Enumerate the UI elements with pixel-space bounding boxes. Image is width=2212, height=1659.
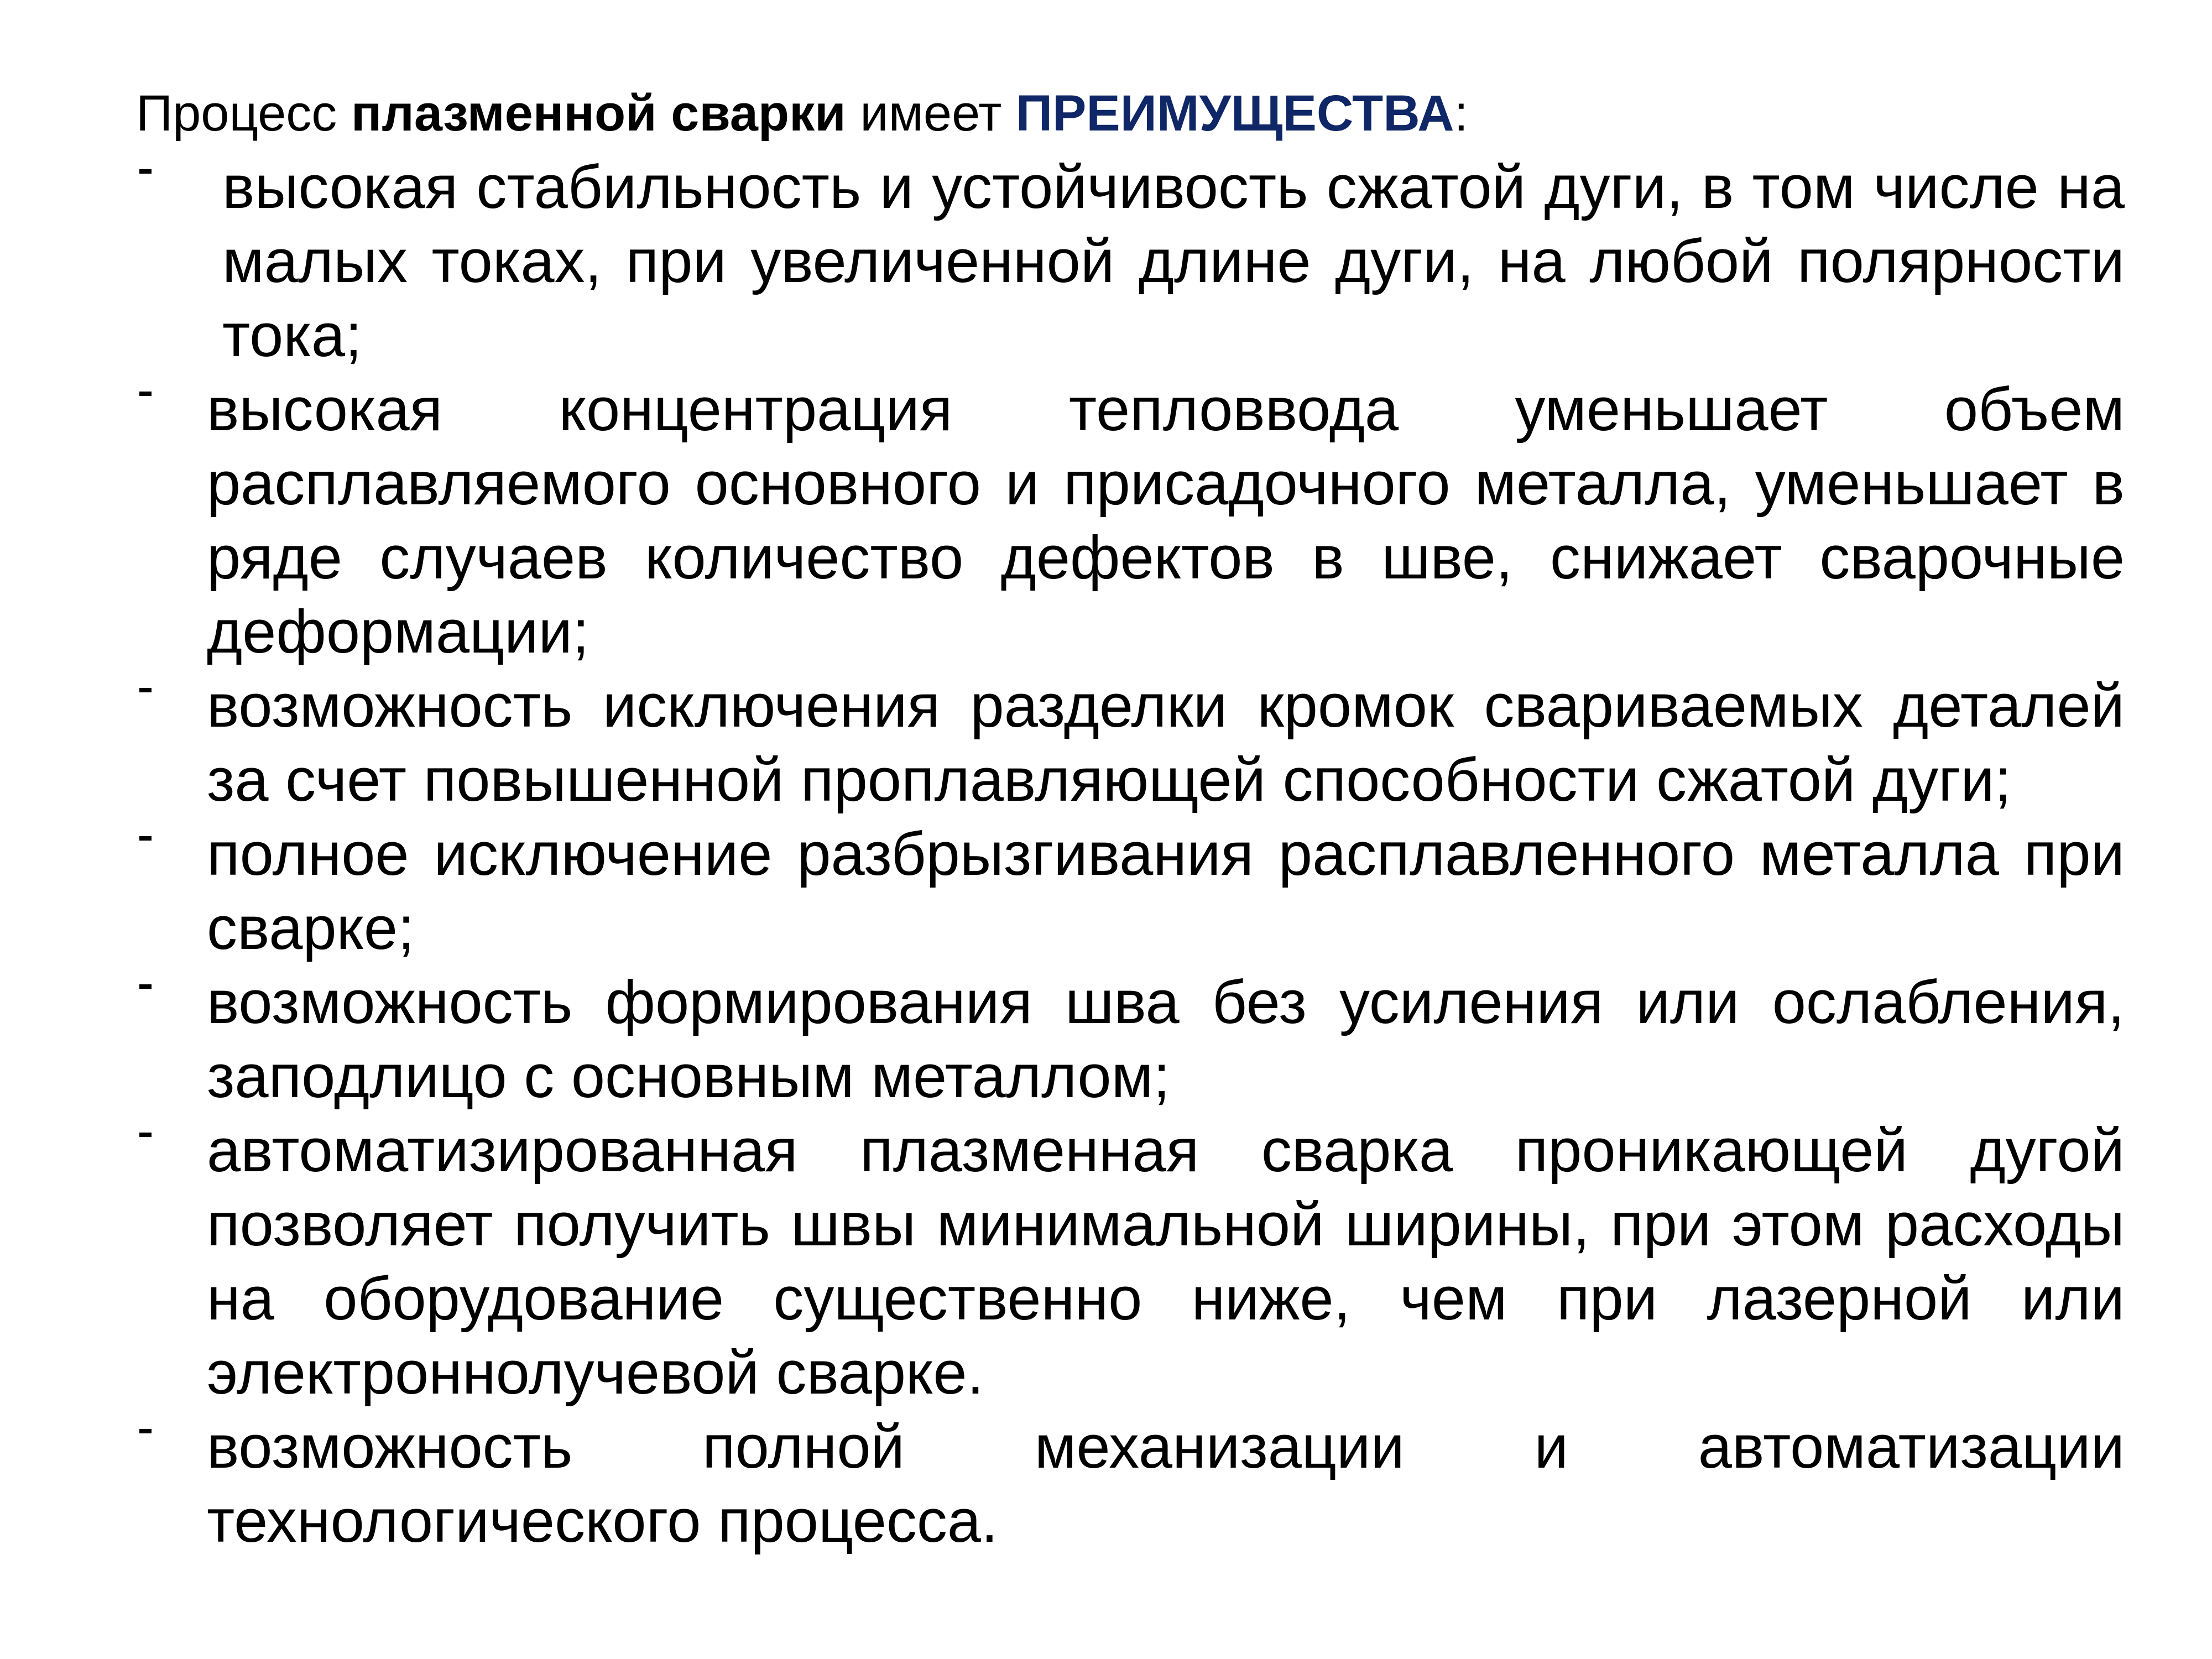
intro-accent-heading: ПРЕИМУЩЕСТВА bbox=[1015, 85, 1454, 142]
intro-prefix: Процесс bbox=[136, 85, 351, 142]
list-item bbox=[136, 966, 2125, 1114]
intro-bold-term: плазменной сварки bbox=[351, 85, 846, 142]
list-item-text: автоматизированная плазменная сварка проникающей дугой позволяет получить швы минимальной ширины, при этом расходы на оборудование существенно ниже, чем при лазерной или электроннолучевой сварке. bbox=[207, 1117, 2125, 1407]
dash-bullet-icon bbox=[136, 150, 158, 189]
dash-bullet-icon bbox=[136, 966, 158, 1004]
list-item-text: возможность исключения разделки кромок свариваемых деталей за счет повышенной проплавляющей способности сжатой дуги; bbox=[207, 672, 2125, 814]
intro-middle: имеет bbox=[846, 85, 1016, 142]
dash-bullet-icon bbox=[136, 1114, 158, 1152]
intro-suffix: : bbox=[1454, 85, 1469, 142]
intro-line bbox=[136, 77, 2127, 149]
dash-bullet-icon bbox=[136, 1410, 158, 1449]
list-item-text: высокая концентрация тепловвода уменьшает объем расплавляемого основного и присадочного металла, уменьшает в ряде случаев количество дефектов в шве, снижает сварочные деформации; bbox=[207, 375, 2125, 666]
advantages-list bbox=[136, 150, 2125, 1558]
dash-bullet-icon bbox=[136, 817, 158, 856]
list-item bbox=[136, 150, 2125, 373]
list-item-text: возможность полной механизации и автоматизации технологического процесса. bbox=[207, 1413, 2125, 1555]
list-item bbox=[136, 373, 2125, 669]
list-item bbox=[136, 1114, 2125, 1410]
list-item bbox=[136, 817, 2125, 966]
list-item-text: возможность формирования шва без усиления или ослабления, заподлицо с основным металлом; bbox=[207, 968, 2125, 1110]
dash-bullet-icon bbox=[136, 669, 158, 708]
list-item bbox=[136, 669, 2125, 817]
list-item-text: полное исключение разбрызгивания расплавленного металла при сварке; bbox=[207, 820, 2125, 962]
list-item-text: высокая стабильность и устойчивость сжатой дуги, в том числе на малых токах, при увеличенной длине дуги, на любой полярности тока; bbox=[222, 153, 2125, 369]
dash-bullet-icon bbox=[136, 373, 158, 411]
list-item bbox=[136, 1410, 2125, 1558]
